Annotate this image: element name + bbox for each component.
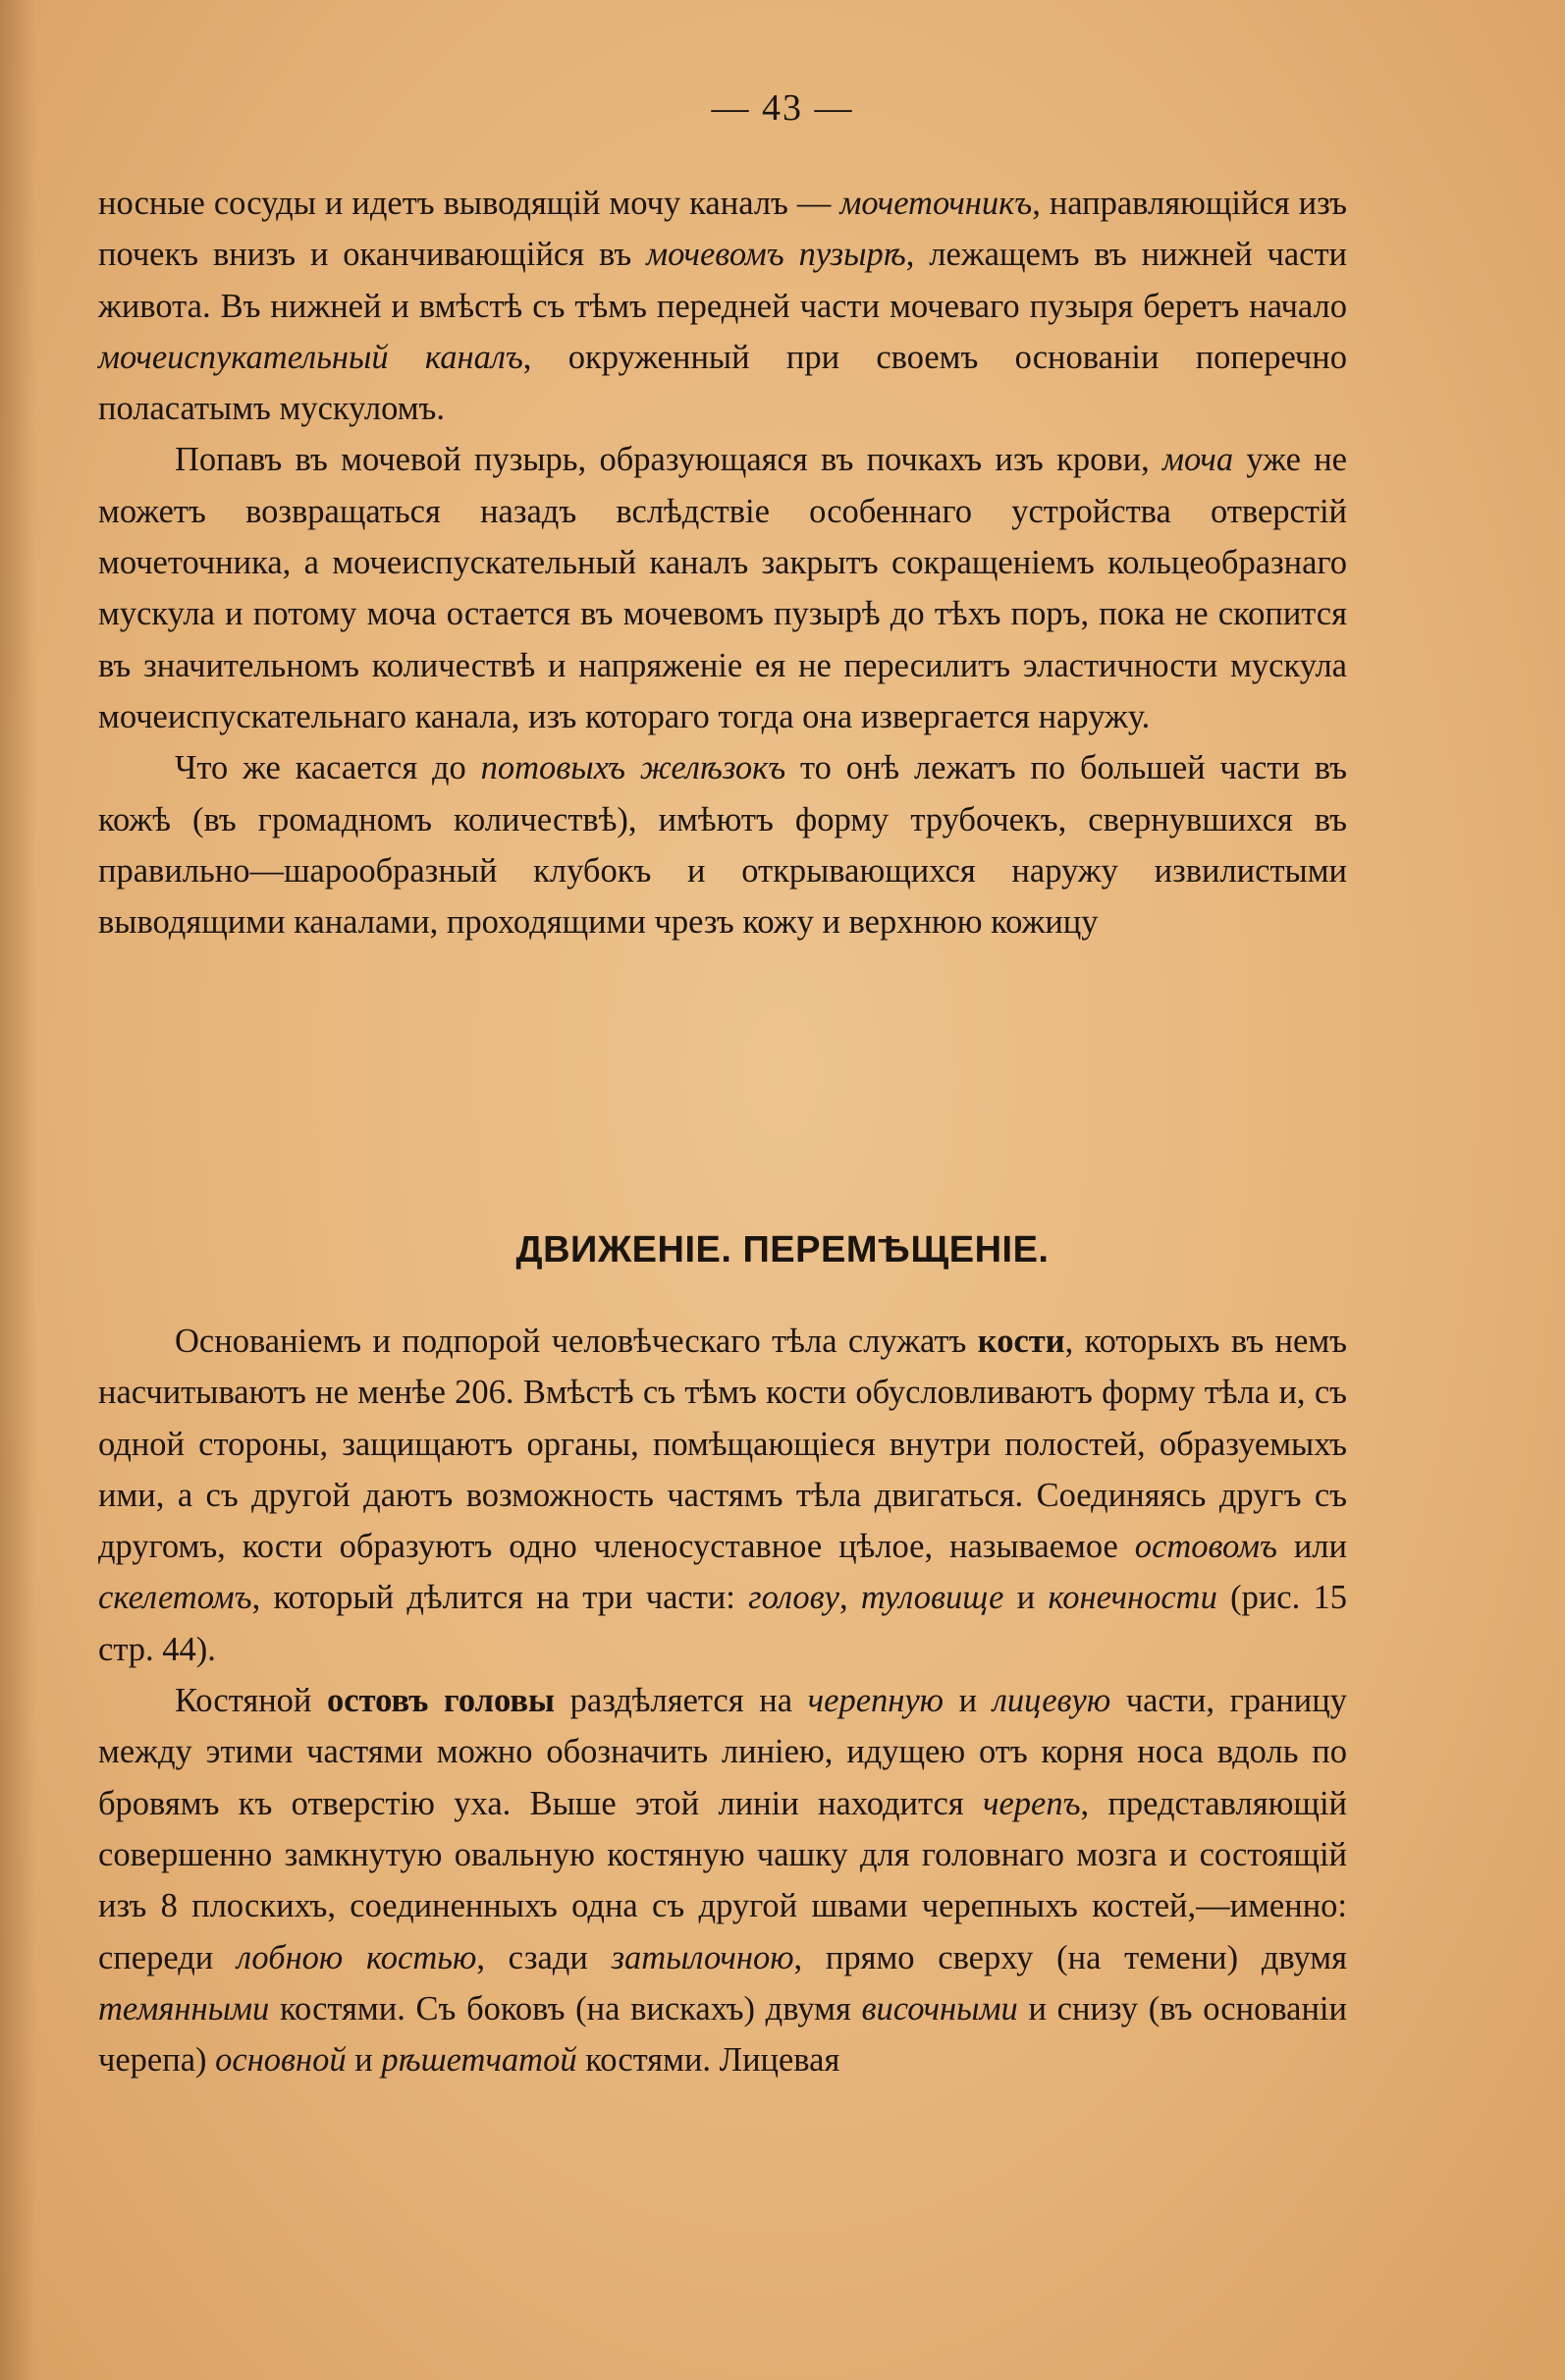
italic-term: мочеиспукательный каналъ <box>98 338 523 376</box>
text-run: , представляющій совершенно замкнутую овальную костяную чашку для головнаго мозга и состоящій изъ 8 плоскихъ, соединенныхъ одна съ другой швами черепныхъ костей,—именно: спереди <box>98 1784 1347 1976</box>
italic-term: основной <box>215 2041 347 2080</box>
text-run: Основаніемъ и подпорой человѣческаго тѣла служатъ <box>175 1323 978 1360</box>
text-run: уже не можетъ возвращаться назадъ вслѣдствіе особеннаго устройства отверстій мочеточника, а мочеиспускательный каналъ закрытъ сокращеніемъ кольцеобразнаго мускула и потому моча остается въ мочевомъ пузырѣ до тѣхъ поръ, пока не скопится въ значительномъ количествѣ и напряженіе ея не пересилитъ эластичности мускула мочеиспускательнаго канала, изъ котораго тогда она извергается наружу. <box>98 441 1347 735</box>
text-run: части, границу между этими частями можно обозначить линіею, идущею отъ корня носа вдоль по бровямъ къ отверстію уха. Выше этой линіи находится <box>98 1682 1347 1822</box>
italic-term: скелетомъ <box>98 1579 252 1617</box>
italic-term: лицевую <box>992 1682 1111 1720</box>
text-run: костями. Лицевая <box>576 2041 840 2080</box>
text-run: , которыхъ въ немъ насчитываютъ не менѣе 206. Вмѣстѣ съ тѣмъ кости обусловливаютъ форму тѣла и, съ одной стороны, защищаютъ органы, помѣщающіеся внутри полостей, образуемыхъ ими, а съ другой даютъ возможность частямъ тѣла двигаться. Соединяясь другъ съ другомъ, кости образуютъ одно членосуставное цѣлое, называемое <box>98 1323 1348 1566</box>
text-block-lower <box>98 1316 1347 2085</box>
text-run: то онѣ лежатъ по большей части въ кожѣ (въ громадномъ количествѣ), имѣютъ форму трубочекъ, свернувшихся въ правильно—шарообразный клубокъ и открывающихся наружу извилистыми выводящими каналами, проходящими чрезъ кожу и верхнюю кожицу <box>98 749 1347 942</box>
text-run: и снизу (въ основаніи черепа) <box>98 1989 1347 2080</box>
italic-term: туловище <box>860 1579 1004 1617</box>
text-run: , сзади <box>476 1938 612 1976</box>
page-number: — 43 — <box>711 87 854 129</box>
italic-term: потовыхъ желѣзокъ <box>480 749 786 787</box>
text-run: Костяной <box>175 1682 328 1720</box>
italic-term: темянными <box>98 1989 270 2028</box>
text-run: и <box>944 1682 993 1720</box>
paragraph <box>98 742 1347 947</box>
text-run: и <box>1003 1579 1049 1617</box>
italic-term: черепную <box>807 1682 944 1720</box>
italic-term: лобною костью <box>236 1938 477 1976</box>
italic-term: височными <box>861 1989 1018 2028</box>
paragraph <box>98 178 1347 434</box>
italic-term: черепъ <box>982 1784 1081 1822</box>
italic-term: конечности <box>1048 1579 1217 1617</box>
text-run: (рис. 15 стр. 44). <box>98 1579 1347 1668</box>
bold-term: кости <box>977 1323 1065 1360</box>
italic-term: голову <box>748 1579 839 1617</box>
text-run: костями. Съ боковъ (на вискахъ) двумя <box>269 1989 862 2028</box>
text-run: , направляющійся изъ почекъ внизъ и оканчивающійся въ <box>98 185 1347 274</box>
text-run: Что же касается до <box>175 749 481 787</box>
text-run: , окруженный при своемъ основаніи поперечно поласатымъ мускуломъ. <box>98 338 1347 428</box>
italic-term: затылочною <box>611 1938 794 1976</box>
section-heading: ДВИЖЕНІЕ. ПЕРЕМѢЩЕНІЕ. <box>515 1229 1050 1271</box>
paragraph <box>98 1675 1347 2085</box>
text-run: , лежащемъ въ нижней части живота. Въ нижней и вмѣстѣ съ тѣмъ передней части мочеваго пузыря беретъ начало <box>98 236 1347 325</box>
text-run: или <box>1276 1528 1347 1566</box>
text-run: носные сосуды и идетъ выводящій мочу каналъ — <box>98 185 840 222</box>
italic-term: рѣшетчатой <box>381 2041 577 2080</box>
paragraph <box>98 434 1347 742</box>
italic-term: остовомъ <box>1134 1528 1277 1566</box>
text-run: раздѣляется на <box>554 1682 808 1720</box>
text-run: , который дѣлится на три части: <box>251 1579 749 1617</box>
text-run: , прямо сверху (на темени) двумя <box>793 1938 1348 1976</box>
paragraph <box>98 1316 1347 1675</box>
page-edge-shadow <box>0 0 37 2380</box>
text-run: Попавъ въ мочевой пузырь, образующаяся въ почкахъ изъ крови, <box>175 441 1163 479</box>
italic-term: моча <box>1162 441 1234 479</box>
text-run: и <box>346 2041 382 2080</box>
bold-term: остовъ головы <box>327 1682 555 1720</box>
italic-term: мочевомъ пузырѣ <box>646 236 906 274</box>
text-run: , <box>838 1579 861 1617</box>
text-block-upper <box>98 178 1347 947</box>
italic-term: мочеточникъ <box>839 185 1033 222</box>
